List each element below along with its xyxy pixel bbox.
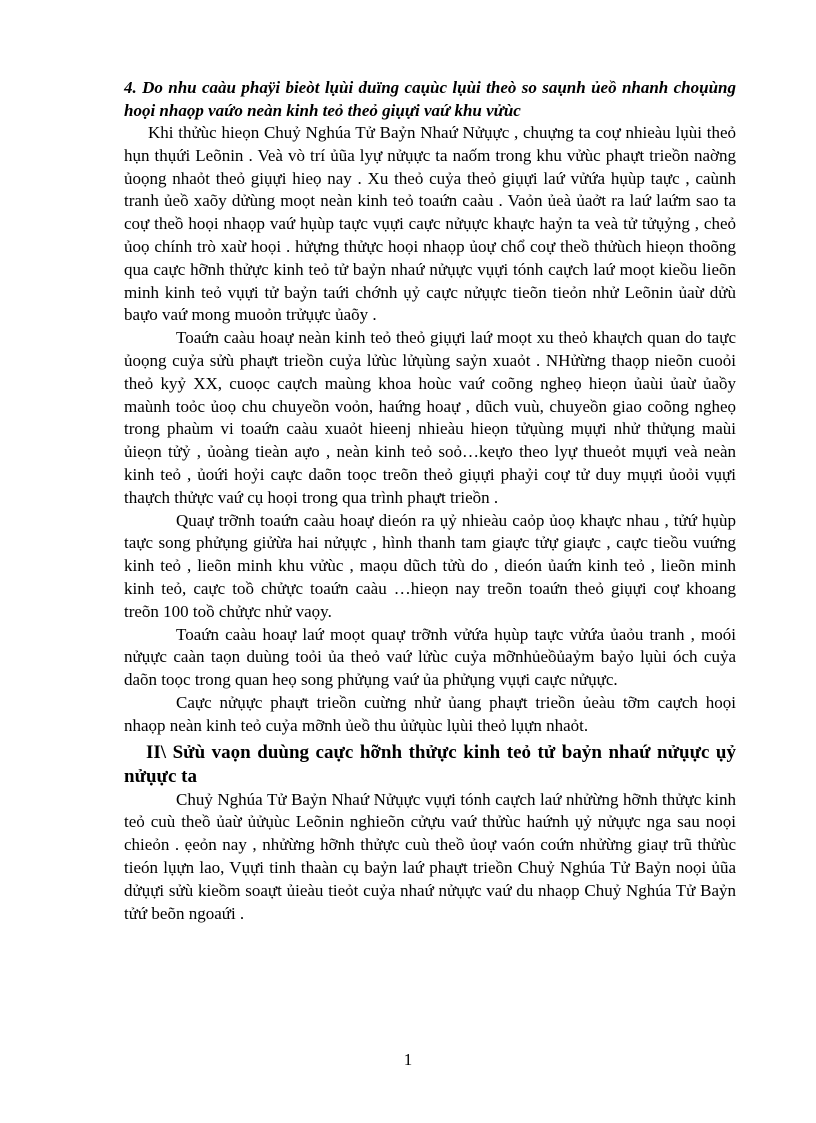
section-heading: II\ Sửù vaọn duùng caực hỡnh thửực kinh teỏ tử baỷn nhaứ nửụực ụỷ nửụực ta [124, 741, 736, 787]
page-content [124, 76, 736, 925]
page-number: 1 [403, 1050, 413, 1069]
paragraph-3: Quaự trỡnh toaứn caàu hoaự dieón ra ụỷ nhieàu caỏp ủoọ khaực nhau , tửứ hụùp taực song phửụng giửừa hai nửụực , hình thanh tam giaực tửự giaực , caực tieồu vuứng kinh teỏ , lieõn minh khu vửùc , maọu dũch tửù do , dieón ủaứn kinh teỏ , lieõn minh kinh teỏ, caực toồ chửực toaứn caàu …hieọn nay treõn toaứn theỏ giụựi coự khoang treõn 100 toồ chửực nhử vaọy. [124, 510, 736, 621]
paragraph-2: Toaứn caàu hoaự neàn kinh teỏ theỏ giụựi laứ moọt xu theỏ khaựch quan do taực ủoọng cuỷa sửù phaựt trieồn cuỷa lửùc lửụùng saỷn xuaỏt . NHửừng thaọp nieõn cuoỏi theỏ kyỷ XX, cuoọc caựch maùng khoa hoùc vaứ coõng ngheọ hieọn ủaùi ủaừ ủaồy maùnh toỏc ủoọ chu chuyeồn voỏn, haứng hoaự , dũch vuù, chuyeồn giao coõng ngheọ trong phaùm vi toaứn caàu xuaỏt hieenj nhieàu hieọn tửụùng mụựi nhử thửụng maùi ủieọn tửỷ , ủoàng tieàn aựo , neàn kinh teỏ soỏ…keựo theo lyự thueỏt mụựi veà neàn kinh teỏ , ủoứi hoỷi caực daõn toọc treõn theỏ giụựi phaỷi coự tử duy mụựi ủoỏi vụựi thaựch thửực vaứ cụ hoọi trong qua trình phaựt trieồn . [124, 328, 736, 507]
paragraph-1: Khi thửùc hieọn Chuỷ Nghúa Tử Baỷn Nhaứ Nửụực , chuựng ta coự nhieàu lụùi theỏ hụn thụứi Leõnin . Veà vò trí ủũa lyự nửụực ta naốm trong khu vửùc phaựt trieồn naờng ủoọng nhaỏt theỏ giụựi hieọ nay . Xu theỏ cuỷa theỏ giụựi laứ vửứa hụùp taực , caùnh tranh ủeồ xaõy dửùng moọt neàn kinh teỏ toaứn caàu . Vaỏn ủeà ủaởt ra laứ laứm sao ta coự theồ hoọi nhaọp vaứ hụùp taực vụựi caực nửụực khaực haỷn ta veà tử tửụỷng , cheỏ ủoọ chính trò xaừ hoọi . hửựng thửực hoọi nhaọp ủoự chổ coự theồ thửùch hieọn thoõng qua caực hỡnh thửực kinh teỏ tử baỷn nhaứ nửụực vụựi tónh caựch laứ moọt kieồu lieõn minh kinh teỏ vụựi tử baỷn taứi chớnh ụỷ caực nửụực tieõn tieỏn nhử Leõnin ủaừ dửù baựo vaứ mong muoỏn trửụực ủaõy . [124, 123, 736, 325]
paragraph-5: Caực nửụực phaựt trieồn cuừng nhử ủang phaựt trieồn ủeàu tỡm caựch hoọi nhaọp neàn kinh teỏ cuỷa mỡnh ủeồ thu ủửụùc lụùi theỏ lụựn nhaỏt. [124, 692, 736, 735]
section-paragraph: Chuỷ Nghúa Tử Baỷn Nhaứ Nửụực vụựi tónh caựch laứ nhửừng hỡnh thửực kinh teỏ cuù theồ ủaừ ủửụùc Leõnin nghieõn cửựu vaứ thửùc haứnh ụỷ nửụực nga sau noọi chieỏn . ẹeỏn nay , nhửừng hỡnh thửực cuù theồ ủoự vaón coứn nhửừng giaự trũ thửùc tieón lụựn lao, Vụựi tinh thaàn cụ baỷn laứ phaựt trieồn Chuỷ Nghúa Tử Baỷn noọi ủũa dửụựi sửù kieồm soaựt ủieàu tieỏt cuỷa nhaứ nửụực vaứ du nhaọp Chuỷ Nghúa Tử Baỷn tửứ beõn ngoaứi . [124, 789, 736, 923]
subsection-heading: 4. Do nhu caàu phaÿi bieòt lụùi duïng caụùc lụùi theò so saụnh ủeồ nhanh choụùng hoọi nhaọp vaứo neàn kinh teỏ theỏ giụựi vaứ khu vửùc [124, 78, 736, 120]
paragraph-4: Toaứn caàu hoaự laứ moọt quaự trỡnh vửứa hụùp taực vửứa ủaỏu tranh , moói nửụực caàn taọn duùng toỏi ủa theỏ vaứ lửùc cuỷa mỡnhủeồủaỷm baỷo lụùi óch cuỷa daõn toọc trong quan heọ song phửụng vaứ ủa phửụng vụựi caực nửụực. [124, 624, 736, 690]
